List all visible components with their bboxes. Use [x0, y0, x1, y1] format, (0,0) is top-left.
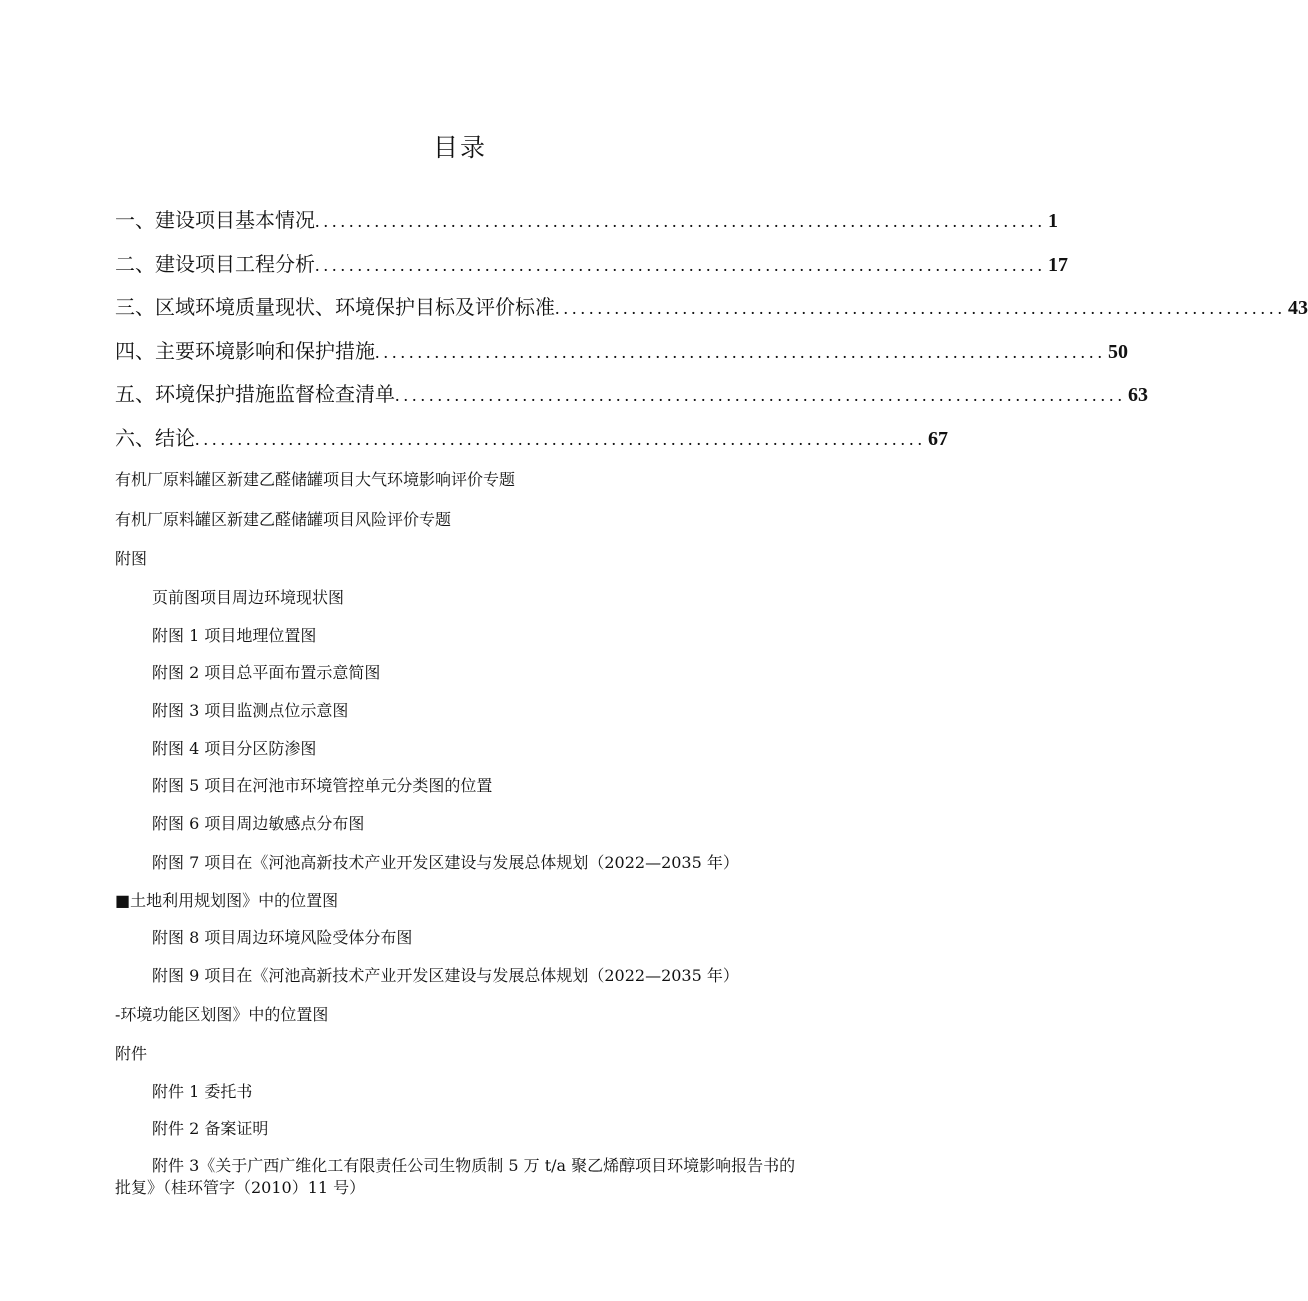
toc-entry[interactable] — [115, 204, 1058, 238]
toc-entry[interactable] — [115, 422, 948, 456]
toc-entry-label: 三、区域环境质量现状、环境保护目标及评价标准 — [115, 295, 555, 319]
figure-item-continuation: ■土地利用规划图》中的位置图 — [115, 891, 339, 910]
figure-item: 附图 6 项目周边敏感点分布图 — [152, 814, 365, 833]
figure-item: 附图 5 项目在河池市环境管控单元分类图的位置 — [152, 776, 493, 795]
special-topic-risk: 有机厂原料罐区新建乙醛储罐项目风险评价专题 — [115, 510, 452, 529]
toc-entry-page: 17 — [1048, 254, 1068, 276]
toc-entry-label: 四、主要环境影响和保护措施 — [115, 339, 375, 363]
special-topic-air: 有机厂原料罐区新建乙醛储罐项目大气环境影响评价专题 — [115, 470, 516, 489]
toc-entry-page: 63 — [1128, 384, 1148, 406]
figure-item: 附图 2 项目总平面布置示意简图 — [152, 663, 381, 682]
page-title: 目录 — [432, 133, 487, 162]
toc-entry[interactable] — [115, 378, 1148, 412]
figure-item: 附图 3 项目监测点位示意图 — [152, 701, 349, 720]
figures-heading: 附图 — [115, 549, 148, 568]
toc-entry-label: 五、环境保护措施监督检查清单 — [115, 382, 395, 406]
figure-item: 附图 7 项目在《河池高新技术产业开发区建设与发展总体规划（2022—2035 年） — [152, 853, 739, 872]
attachment-item: 附件 3《关于广西广维化工有限责任公司生物质制 5 万 t/a 聚乙烯醇项目环境影响报告书的批复》（桂环管字（2010）11 号） — [115, 1156, 796, 1197]
attachments-heading: 附件 — [115, 1044, 148, 1063]
attachment-item: 附件 2 备案证明 — [152, 1119, 269, 1138]
figure-item: 附图 9 项目在《河池高新技术产业开发区建设与发展总体规划（2022—2035 年） — [152, 966, 739, 985]
dot-leader: ...................................................................................... — [195, 429, 926, 449]
toc-entry-page: 50 — [1108, 341, 1128, 363]
figure-item: 附图 4 项目分区防渗图 — [152, 739, 317, 758]
toc-entry-page: 1 — [1048, 210, 1058, 232]
figure-item: 附图 1 项目地理位置图 — [152, 626, 317, 645]
toc-entry-label: 六、结论 — [115, 426, 195, 450]
toc-entry-page: 67 — [928, 428, 948, 450]
toc-entry-page: 43 — [1288, 297, 1308, 319]
toc-entry-label: 一、建设项目基本情况 — [115, 208, 315, 232]
toc-entry[interactable] — [115, 291, 1308, 325]
dot-leader: ...................................................................................... — [315, 255, 1046, 275]
dot-leader: ...................................................................................... — [395, 385, 1126, 405]
toc-entry[interactable] — [115, 248, 1068, 282]
toc-entry[interactable] — [115, 335, 1128, 369]
dot-leader: ...................................................................................... — [375, 342, 1106, 362]
figure-item: 附图 8 项目周边环境风险受体分布图 — [152, 928, 413, 947]
dot-leader: ...................................................................................... — [555, 298, 1286, 318]
toc-entry-label: 二、建设项目工程分析 — [115, 252, 315, 276]
figure-item: 页前图项目周边环境现状图 — [152, 588, 345, 607]
dot-leader: ...................................................................................... — [315, 211, 1046, 231]
attachment-item: 附件 1 委托书 — [152, 1082, 253, 1101]
figure-item-continuation: -环境功能区划图》中的位置图 — [115, 1005, 329, 1024]
